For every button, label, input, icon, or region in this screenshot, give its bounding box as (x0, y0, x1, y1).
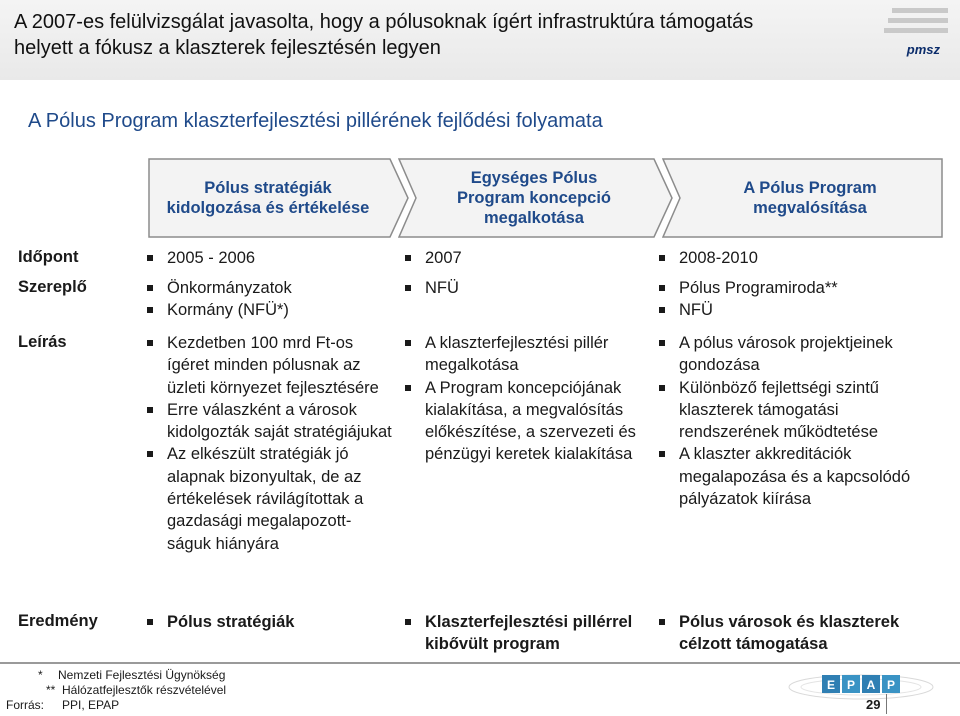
row-label-eredmeny: Eredmény (18, 612, 98, 630)
list-item: A Program koncepciójának kialakítása, a megvalósítás előkészítése, a szervezeti és pénzügyi keretek kialakítása (403, 377, 651, 466)
row-label-szereplo: Szereplő (18, 278, 87, 296)
phase-1-line1: Pólus stratégiák (204, 179, 332, 197)
list-item: A klaszterfejlesztési pillér megalkotása (403, 332, 651, 377)
idopont-col2 (403, 247, 653, 269)
footnote-2-mark: ** (46, 683, 56, 697)
epap-letter: P (846, 678, 856, 692)
epap-logo-shape (786, 668, 936, 706)
phase-arrow-3 (662, 158, 944, 238)
source-line (6, 698, 119, 713)
phase-3-line2: megvalósítása (753, 199, 867, 217)
szereplo-col2 (403, 277, 653, 299)
slide-title (14, 9, 864, 61)
pmsz-logo (878, 4, 948, 74)
footnote-1-mark: * (38, 668, 43, 682)
epap-letter: A (866, 678, 876, 692)
source-text: PPI, EPAP (62, 698, 120, 712)
list-item: A klaszter akkreditációk megalapozása és a kapcsolódó pályázatok kiírása (657, 443, 913, 510)
leiras-col1 (145, 332, 393, 555)
eredmeny-col3 (657, 611, 947, 656)
idopont-col1 (145, 247, 395, 269)
logo-stripe (888, 18, 948, 23)
source-label: Forrás: (6, 698, 45, 712)
leiras-col3 (657, 332, 913, 510)
list-item: Önkormányzatok (145, 277, 395, 299)
epap-letter: E (826, 678, 836, 692)
row-label-idopont: Időpont (18, 248, 79, 266)
row-label-leiras: Leírás (18, 333, 67, 351)
phase-2-line1: Egységes Pólus (470, 169, 598, 187)
phase-3-line1: A Pólus Program (743, 179, 877, 197)
szereplo-col3 (657, 277, 947, 322)
list-item: 2005 - 2006 (145, 247, 395, 269)
szereplo-col1 (145, 277, 395, 322)
list-item: Kormány (NFÜ*) (145, 299, 395, 321)
epap-logo (786, 668, 936, 706)
phase-2-line3: megalkotása (484, 209, 584, 227)
slide-title-line1: A 2007-es felülvizsgálat javasolta, hogy a pólusoknak ígért infrastruktúra támogatás (14, 11, 754, 33)
slide-subtitle: A Pólus Program klaszterfejlesztési pillérének fejlődési folyamata (28, 110, 603, 132)
epap-letter: P (886, 678, 896, 692)
phase-arrow-2 (398, 158, 674, 238)
footnote-1-text: Nemzeti Fejlesztési Ügynökség (58, 668, 226, 682)
list-item: Erre válaszként a városok kidolgozták saját stratégiájukat (145, 399, 393, 444)
eredmeny-col2 (403, 611, 651, 656)
list-item: Pólus Programiroda** (657, 277, 947, 299)
leiras-col2 (403, 332, 651, 466)
logo-stripe (884, 28, 948, 33)
list-item: Különböző fejlettségi szintű klaszterek támogatási rendszerének működtetése (657, 377, 913, 444)
footer-divider (0, 662, 960, 664)
list-item: Kezdetben 100 mrd Ft-os ígéret minden pólusnak az üzleti környezet fejlesztésére (145, 332, 393, 399)
footnote-2 (46, 683, 226, 698)
list-item: Pólus városok és klaszterek célzott támogatása (657, 611, 947, 656)
list-item: Klaszterfejlesztési pillérrel kibővült program (403, 611, 651, 656)
eredmeny-col1 (145, 611, 395, 633)
phase-1-line2: kidolgozása és értékelése (166, 199, 370, 217)
phase-arrow-1 (148, 158, 410, 238)
list-item: Pólus stratégiák (145, 611, 395, 633)
list-item: A pólus városok projektjeinek gondozása (657, 332, 913, 377)
idopont-col3 (657, 247, 947, 269)
logo-stripe (892, 8, 948, 13)
phase-2-line2: Program koncepció (456, 189, 612, 207)
footnote-1 (38, 668, 225, 683)
list-item: 2008-2010 (657, 247, 947, 269)
list-item: 2007 (403, 247, 653, 269)
slide-title-line2: helyett a fókusz a klaszterek fejlesztésén legyen (14, 37, 441, 59)
page-number-rule (886, 694, 887, 714)
list-item: NFÜ (403, 277, 653, 299)
list-item: NFÜ (657, 299, 947, 321)
page-number: 29 (866, 697, 881, 712)
pmsz-logo-text: pmsz (906, 42, 940, 57)
list-item: Az elkészült stratégiák jó alapnak bizonyultak, de az értékelések rávilágítottak a gazdasági megalapozott-ságuk hiányára (145, 443, 393, 554)
footnote-2-text: Hálózatfejlesztők részvételével (62, 683, 227, 697)
